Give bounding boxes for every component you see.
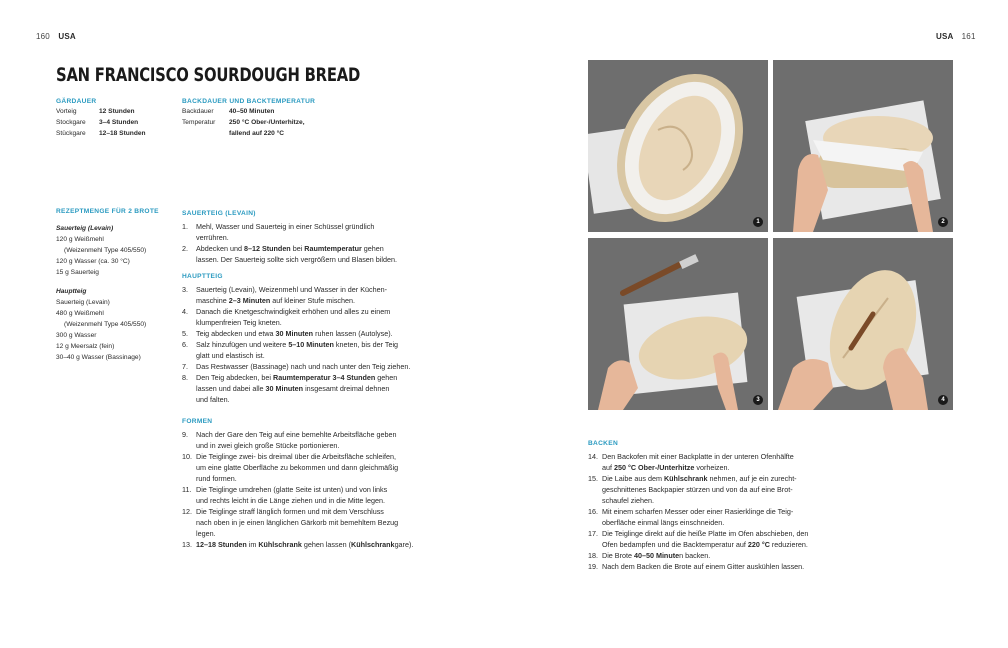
step-text — [196, 484, 442, 506]
step-line: legen. — [196, 529, 216, 538]
step-text — [602, 550, 958, 561]
step-item — [182, 339, 442, 361]
step-line: und rechts leicht in die Länge ziehen und in die Mitte legen. — [196, 496, 385, 505]
step-text — [196, 451, 442, 484]
step-text — [196, 243, 442, 265]
step-line: geschnittenes Backpapier stürzen und von da auf eine Brot- — [602, 485, 793, 494]
ingredient-item: 480 g Weißmehl — [56, 310, 104, 317]
step-line: auf 250 °C Ober-/Unterhitze vorheizen. — [602, 463, 730, 472]
step-item — [182, 243, 442, 265]
step-number: 2. — [182, 244, 188, 253]
step-number: 11. — [182, 485, 192, 494]
step-number: 14. — [588, 452, 598, 461]
step-text — [196, 429, 442, 451]
step-item — [182, 539, 442, 550]
step-photo-1 — [588, 60, 768, 232]
gaerdauer-heading: GÄRDAUER — [56, 98, 97, 105]
step-text — [196, 221, 442, 243]
step-text — [602, 506, 958, 528]
step-item — [588, 550, 958, 561]
right-page-number: 161 — [961, 32, 976, 41]
backdauer-label: Temperatur — [182, 119, 216, 126]
step-photo-4 — [773, 238, 953, 410]
step-text — [602, 451, 958, 473]
step-line: verrühren. — [196, 233, 229, 242]
step-number: 13. — [182, 540, 192, 549]
step-line: Abdecken und 8–12 Stunden bei Raumtemperatur gehen — [196, 244, 384, 253]
step-number: 7. — [182, 362, 188, 371]
gaerdauer-row — [56, 106, 176, 117]
gaerdauer-block — [56, 98, 176, 139]
step-item — [182, 361, 442, 372]
recipe-title: SAN FRANCISCO SOURDOUGH BREAD — [56, 64, 361, 86]
step-line: Sauerteig (Levain), Weizenmehl und Wasser in der Küchen- — [196, 285, 387, 294]
step-photo-3 — [588, 238, 768, 410]
backdauer-value: 250 °C Ober-/Unterhitze, — [229, 119, 305, 126]
step-line: Teig abdecken und etwa 30 Minuten ruhen lassen (Autolyse). — [196, 329, 393, 338]
step-item — [182, 221, 442, 243]
step-line: Salz hinzufügen und weitere 5–10 Minuten kneten, bis der Teig — [196, 340, 399, 349]
step-number: 15. — [588, 474, 598, 483]
ingredient-group-title: Hauptteig — [56, 288, 87, 295]
gaerdauer-row — [56, 117, 176, 128]
backdauer-row — [182, 106, 342, 117]
right-page-header — [936, 32, 976, 41]
step-line: schaufel ziehen. — [602, 496, 654, 505]
gaerdauer-value: 12 Stunden — [99, 108, 135, 115]
step-item — [182, 506, 442, 539]
step-line: Danach die Knetgeschwindigkeit erhöhen und alles zu einem — [196, 307, 391, 316]
gaerdauer-label: Stückgare — [56, 130, 86, 137]
step-number: 3. — [182, 285, 188, 294]
photo-number-2: 2 — [938, 217, 948, 227]
step-line: Die Laibe aus dem Kühlschrank nehmen, auf je ein zurecht- — [602, 474, 797, 483]
gaerdauer-value: 12–18 Stunden — [99, 130, 146, 137]
step-line: 12–18 Stunden im Kühlschrank gehen lassen (Kühlschrankgare). — [196, 540, 414, 549]
step-item — [182, 451, 442, 484]
right-section-name: USA — [936, 32, 954, 41]
backdauer-value: fallend auf 220 °C — [229, 130, 285, 137]
backen-column — [588, 438, 958, 572]
gaerdauer-label: Vorteig — [56, 108, 77, 115]
step-number: 18. — [588, 551, 598, 560]
step-line: rund formen. — [196, 474, 237, 483]
step-line: klumpenfreien Teig kneten. — [196, 318, 282, 327]
backen-heading: BACKEN — [588, 440, 619, 447]
ingredients-heading: REZEPTMENGE FÜR 2 BROTE — [56, 208, 159, 215]
backdauer-value: 40–50 Minuten — [229, 108, 275, 115]
ingredient-item: (Weizenmehl Type 405/550) — [64, 247, 147, 254]
dough-in-proofing-basket-photo — [588, 60, 768, 232]
ingredient-group-title: Sauerteig (Levain) — [56, 225, 114, 232]
ingredient-item: Sauerteig (Levain) — [56, 299, 110, 306]
step-text — [196, 328, 442, 339]
step-item — [182, 372, 442, 405]
step-line: und falten. — [196, 395, 230, 404]
step-line: Mehl, Wasser und Sauerteig in einer Schüssel gründlich — [196, 222, 375, 231]
step-number: 8. — [182, 373, 188, 382]
left-section-name: USA — [58, 32, 76, 41]
step-line: lassen. Der Sauerteig sollte sich vergrößern und Blasen bilden. — [196, 255, 397, 264]
step-number: 9. — [182, 430, 188, 439]
gaerdauer-value: 3–4 Stunden — [99, 119, 139, 126]
step-line: Nach dem Backen die Brote auf einem Gitter auskühlen lassen. — [602, 562, 805, 571]
step-item — [182, 328, 442, 339]
ingredient-item: 15 g Sauerteig — [56, 269, 99, 276]
step-line: lassen und dabei alle 30 Minuten insgesamt dreimal dehnen — [196, 384, 390, 393]
step-number: 19. — [588, 562, 598, 571]
step-text — [196, 284, 442, 306]
step-item — [182, 484, 442, 506]
ingredient-item: 300 g Wasser — [56, 332, 97, 339]
step-line: Die Teiglinge straff länglich formen und mit dem Verschluss — [196, 507, 384, 516]
ingredients-block — [56, 208, 176, 363]
step-item — [182, 306, 442, 328]
step-line: oberfläche einmal längs einschneiden. — [602, 518, 725, 527]
scoring-dough-photo — [773, 238, 953, 410]
photo-number-3: 3 — [753, 395, 763, 405]
step-number: 12. — [182, 507, 192, 516]
step-line: Die Teiglinge umdrehen (glatte Seite ist unten) und von links — [196, 485, 388, 494]
gaerdauer-row — [56, 128, 176, 139]
photo-number-4: 4 — [938, 395, 948, 405]
backdauer-label: Backdauer — [182, 108, 214, 115]
ingredient-item: 120 g Wasser (ca. 30 °C) — [56, 258, 130, 265]
gaerdauer-label: Stockgare — [56, 119, 86, 126]
step-item — [588, 506, 958, 528]
backdauer-label — [182, 128, 229, 139]
step-number: 17. — [588, 529, 598, 538]
formen-heading: FORMEN — [182, 418, 213, 425]
sauerteig-heading: SAUERTEIG (LEVAIN) — [182, 210, 256, 217]
step-line: Mit einem scharfen Messer oder einer Rasierklinge die Teig- — [602, 507, 794, 516]
ingredient-item: 12 g Meersalz (fein) — [56, 343, 115, 350]
step-line: Den Backofen mit einer Backplatte in der unteren Ofenhälfte — [602, 452, 794, 461]
backdauer-row — [182, 128, 342, 139]
step-number: 5. — [182, 329, 188, 338]
step-text — [196, 372, 442, 405]
step-line: nach oben in je einen länglichen Gärkorb mit bemehltem Bezug — [196, 518, 399, 527]
step-line: Die Teiglinge direkt auf die heiße Platte im Ofen abschieben, den — [602, 529, 809, 538]
step-number: 16. — [588, 507, 598, 516]
step-text — [196, 339, 442, 361]
photo-number-1: 1 — [753, 217, 763, 227]
step-item — [588, 528, 958, 550]
step-text — [196, 506, 442, 539]
dough-on-paper-with-lame-photo — [588, 238, 768, 410]
step-text — [196, 361, 442, 372]
step-number: 1. — [182, 222, 188, 231]
left-page-number: 160 — [36, 32, 50, 41]
step-photo-2 — [773, 60, 953, 232]
ingredient-item: 30–40 g Wasser (Bassinage) — [56, 354, 141, 361]
backdauer-block — [182, 98, 342, 139]
step-line: glatt und elastisch ist. — [196, 351, 265, 360]
backdauer-row — [182, 117, 342, 128]
step-number: 4. — [182, 307, 188, 316]
ingredient-item: 120 g Weißmehl — [56, 236, 104, 243]
step-text — [602, 528, 958, 550]
step-text — [602, 561, 958, 572]
hauptteig-heading: HAUPTTEIG — [182, 273, 223, 280]
step-line: Die Brote 40–50 Minuten backen. — [602, 551, 711, 560]
step-item — [588, 561, 958, 572]
step-item — [182, 429, 442, 451]
step-line: Den Teig abdecken, bei Raumtemperatur 3–4 Stunden gehen — [196, 373, 398, 382]
backdauer-heading: BACKDAUER UND BACKTEMPERATUR — [182, 98, 316, 105]
step-line: um eine glatte Oberfläche zu bekommen und dann gleichmäßig — [196, 463, 399, 472]
step-item — [588, 473, 958, 506]
step-line: und in zwei gleich große Stücke portionieren. — [196, 441, 340, 450]
step-item — [182, 284, 442, 306]
step-line: Die Teiglinge zwei- bis dreimal über die Arbeitsfläche schleifen, — [196, 452, 397, 461]
step-line: Ofen bedampfen und die Backtemperatur auf 220 °C reduzieren. — [602, 540, 808, 549]
step-line: maschine 2–3 Minuten auf kleiner Stufe mischen. — [196, 296, 356, 305]
step-line: Das Restwasser (Bassinage) nach und nach unter den Teig ziehen. — [196, 362, 411, 371]
turning-out-dough-photo — [773, 60, 953, 232]
step-item — [588, 451, 958, 473]
step-number: 10. — [182, 452, 192, 461]
step-number: 6. — [182, 340, 188, 349]
left-page-header — [36, 32, 76, 41]
step-text — [196, 539, 442, 550]
steps-column — [182, 208, 442, 550]
step-line: Nach der Gare den Teig auf eine bemehlte Arbeitsfläche geben — [196, 430, 397, 439]
step-text — [602, 473, 958, 506]
ingredient-item: (Weizenmehl Type 405/550) — [64, 321, 147, 328]
step-text — [196, 306, 442, 328]
